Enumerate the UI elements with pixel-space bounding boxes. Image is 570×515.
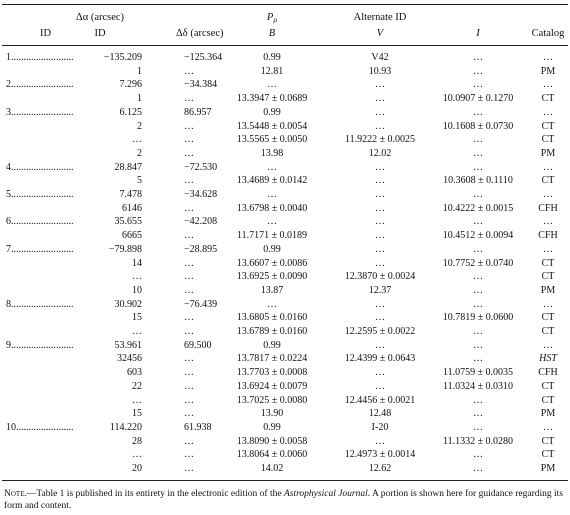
row-v-magnitude: 12.4456 ± 0.0021	[344, 394, 416, 406]
header-i: I	[476, 28, 480, 39]
row-delta-delta: …	[184, 463, 194, 474]
row-catalog: CFH	[538, 230, 558, 242]
row-b-magnitude: …	[267, 216, 277, 228]
row-b-magnitude: …	[267, 298, 277, 310]
row-delta-alpha: 603	[127, 367, 142, 379]
note-label: Note.	[4, 489, 27, 499]
bottom-rule	[2, 480, 568, 481]
row-i-magnitude: …	[473, 65, 483, 77]
note-text-before: —Table 1 is published in its entirety in the electronic edition of the	[26, 489, 284, 499]
row-catalog: CT	[541, 134, 555, 146]
row-b-magnitude: 0.99	[263, 243, 281, 255]
row-delta-delta: …	[184, 449, 194, 461]
row-catalog: CT	[541, 449, 555, 461]
row-b-magnitude: 13.6925 ± 0.0090	[236, 271, 308, 283]
row-delta-alpha: 20	[132, 463, 142, 474]
row-v-magnitude: 12.02	[368, 147, 392, 159]
row-v-magnitude: 12.3870 ± 0.0024	[344, 271, 416, 283]
row-i-magnitude: …	[473, 161, 483, 173]
table-row	[0, 395, 570, 407]
row-id: 2.........................	[6, 79, 74, 91]
table-row	[0, 381, 570, 393]
row-v-magnitude: 10.93	[368, 65, 392, 77]
row-v-magnitude: 12.4973 ± 0.0014	[344, 449, 416, 461]
row-catalog: …	[543, 243, 553, 255]
row-delta-alpha: 53.961	[114, 339, 142, 351]
row-v-magnitude: …	[375, 257, 385, 269]
row-delta-delta: −42.208	[184, 216, 218, 228]
table-row	[0, 52, 570, 64]
row-delta-alpha: 7.478	[119, 189, 142, 200]
row-b-magnitude: 0.99	[263, 339, 281, 351]
note-journal: Astrophysical Journal	[283, 489, 368, 499]
table-row	[0, 353, 570, 365]
row-delta-delta: −72.530	[184, 161, 218, 173]
row-v-magnitude: …	[375, 120, 385, 132]
row-delta-alpha: 15	[132, 408, 142, 420]
row-v-magnitude: …	[375, 216, 385, 228]
row-delta-delta: 86.957	[184, 106, 212, 118]
row-catalog: CT	[541, 175, 555, 187]
row-v-magnitude: …	[375, 79, 385, 91]
row-delta-delta: −76.439	[184, 298, 218, 310]
row-delta-delta: …	[184, 312, 194, 324]
row-i-magnitude: …	[473, 79, 483, 91]
row-b-magnitude: 13.6805 ± 0.0160	[236, 312, 308, 324]
row-v-magnitude: 11.9222 ± 0.0025	[344, 134, 416, 146]
row-delta-delta: …	[184, 257, 194, 269]
row-i-magnitude: …	[473, 339, 483, 351]
row-delta-alpha: 6665	[122, 230, 142, 242]
row-catalog: …	[543, 106, 553, 118]
row-v-magnitude: …	[375, 106, 385, 118]
row-delta-delta: …	[184, 380, 194, 392]
row-i-magnitude: …	[473, 326, 483, 337]
row-i-magnitude: …	[473, 394, 483, 406]
row-v-magnitude: 12.2595 ± 0.0022	[344, 326, 416, 337]
row-catalog: CT	[541, 394, 555, 406]
row-b-magnitude: 13.90	[260, 408, 284, 420]
header-v: V	[376, 28, 384, 39]
row-b-magnitude: 13.5448 ± 0.0054	[236, 120, 308, 132]
row-delta-alpha: 28.847	[114, 161, 142, 173]
row-i-magnitude: 10.4512 ± 0.0094	[442, 230, 514, 242]
row-catalog: PM	[540, 463, 556, 474]
row-catalog: CT	[541, 93, 555, 105]
row-i-magnitude: 10.3608 ± 0.1110	[443, 175, 513, 187]
table-row	[0, 244, 570, 256]
row-i-magnitude: …	[473, 463, 483, 474]
table-row	[0, 230, 570, 242]
row-delta-alpha: 30.902	[114, 298, 142, 310]
row-i-magnitude: …	[473, 421, 483, 433]
row-delta-alpha: 6.125	[119, 106, 142, 118]
table-row	[0, 408, 570, 420]
header-delta-alpha: Δα (arcsec)	[75, 12, 125, 23]
row-i-magnitude: …	[473, 216, 483, 228]
row-catalog: CT	[541, 326, 555, 337]
row-delta-delta: 61.938	[184, 421, 212, 433]
row-delta-alpha: −135.209	[103, 52, 142, 63]
row-delta-delta: …	[184, 175, 194, 187]
table-row	[0, 340, 570, 352]
row-catalog: CT	[541, 257, 555, 269]
header-delta-delta: Δδ (arcsec)	[176, 28, 224, 39]
table-row	[0, 271, 570, 283]
row-i-magnitude: 11.0759 ± 0.0035	[442, 367, 514, 379]
header-alternate-id: Alternate ID	[353, 12, 407, 23]
row-b-magnitude: …	[267, 79, 277, 91]
row-i-magnitude: …	[473, 284, 483, 296]
row-delta-alpha: 1	[137, 65, 142, 77]
row-i-magnitude: 11.0324 ± 0.0310	[442, 380, 514, 392]
table-row	[0, 107, 570, 119]
table-row	[0, 326, 570, 338]
row-v-magnitude: …	[375, 202, 385, 214]
header-rule	[2, 45, 568, 46]
row-catalog: PM	[540, 408, 556, 420]
row-v-magnitude: …	[375, 367, 385, 379]
row-delta-delta: …	[184, 120, 194, 132]
row-catalog: CT	[541, 271, 555, 283]
row-i-magnitude: …	[473, 243, 483, 255]
row-id: 3.........................	[6, 106, 74, 118]
row-v-magnitude: …	[375, 243, 385, 255]
table-row	[0, 449, 570, 461]
row-b-magnitude: 13.7025 ± 0.0080	[236, 394, 308, 406]
row-i-magnitude: …	[473, 298, 483, 310]
row-catalog: …	[543, 189, 553, 200]
table-row	[0, 203, 570, 215]
row-delta-alpha: 15	[132, 312, 142, 324]
row-delta-alpha: …	[132, 449, 142, 461]
table-note	[4, 488, 566, 512]
row-i-magnitude: …	[473, 408, 483, 420]
row-catalog: …	[543, 339, 553, 351]
row-b-magnitude: 0.99	[263, 52, 281, 63]
table-row	[0, 436, 570, 448]
row-catalog: …	[543, 298, 553, 310]
top-rule	[2, 4, 568, 5]
row-delta-delta: …	[184, 326, 194, 337]
row-delta-alpha: 35.655	[114, 216, 142, 228]
row-catalog: CFH	[538, 367, 558, 379]
row-delta-alpha: 14	[132, 257, 142, 269]
row-delta-alpha: 28	[132, 435, 142, 447]
row-catalog: PM	[540, 147, 556, 159]
row-b-magnitude: 13.98	[260, 147, 284, 159]
row-delta-alpha: 10	[132, 284, 142, 296]
row-delta-alpha: 5	[137, 175, 142, 187]
row-b-magnitude: …	[267, 189, 277, 200]
row-catalog: …	[543, 161, 553, 173]
row-i-magnitude: …	[473, 52, 483, 63]
row-id: 7.........................	[6, 243, 74, 255]
table-row	[0, 299, 570, 311]
row-b-magnitude: 13.7817 ± 0.0224	[236, 353, 308, 365]
row-catalog: …	[543, 52, 553, 63]
row-b-magnitude: 13.6607 ± 0.0086	[236, 257, 308, 269]
row-b-magnitude: 13.3947 ± 0.0689	[236, 93, 308, 105]
row-b-magnitude: 13.5565 ± 0.0050	[236, 134, 308, 146]
row-catalog: CT	[541, 435, 555, 447]
row-id: 4.........................	[6, 161, 74, 173]
header-pm-probability	[267, 12, 277, 26]
row-delta-delta: −28.895	[184, 243, 218, 255]
row-i-magnitude: 10.0907 ± 0.1270	[442, 93, 514, 105]
row-v-magnitude: …	[375, 175, 385, 187]
header-catalog: Catalog	[531, 28, 565, 39]
row-delta-alpha: 7.296	[119, 79, 142, 91]
row-v-magnitude: 12.4399 ± 0.0643	[344, 353, 416, 365]
row-delta-delta: …	[184, 284, 194, 296]
row-delta-delta: −34.384	[184, 79, 218, 91]
row-b-magnitude: 13.7703 ± 0.0008	[236, 367, 308, 379]
row-catalog: PM	[540, 65, 556, 77]
row-delta-delta: …	[184, 408, 194, 420]
row-i-magnitude: 10.4222 ± 0.0015	[442, 202, 514, 214]
table-row	[0, 93, 570, 105]
row-v-magnitude: …	[375, 435, 385, 447]
row-delta-alpha: 1	[137, 93, 142, 105]
row-catalog: CFH	[538, 202, 558, 214]
header-pm-subscript: μ	[273, 15, 278, 24]
row-v-magnitude: …	[375, 312, 385, 324]
row-delta-alpha: …	[132, 271, 142, 283]
row-delta-alpha: 6146	[122, 202, 142, 214]
row-v-magnitude: …	[375, 93, 385, 105]
row-b-magnitude: 0.99	[263, 106, 281, 118]
row-i-magnitude: …	[473, 147, 483, 159]
row-b-magnitude: 0.99	[263, 421, 281, 433]
row-i-magnitude: …	[473, 106, 483, 118]
row-i-magnitude: …	[473, 134, 483, 146]
row-v-magnitude: …	[375, 161, 385, 173]
row-v-magnitude: …	[375, 339, 385, 351]
row-delta-alpha: 114.220	[109, 421, 142, 433]
row-catalog: CT	[541, 120, 555, 132]
row-b-magnitude: 13.87	[260, 284, 284, 296]
row-id: 1.........................	[6, 52, 74, 63]
row-catalog: CT	[541, 380, 555, 392]
row-i-magnitude: 10.1608 ± 0.0730	[442, 120, 514, 132]
row-delta-alpha: 22	[132, 380, 142, 392]
row-i-magnitude: 10.7819 ± 0.0600	[442, 312, 514, 324]
row-i-magnitude: …	[473, 271, 483, 283]
row-delta-delta: …	[184, 202, 194, 214]
row-delta-alpha: 2	[137, 147, 142, 159]
table-row	[0, 134, 570, 146]
row-delta-delta: 69.500	[184, 339, 212, 351]
row-b-magnitude: 13.6924 ± 0.0079	[236, 380, 308, 392]
row-b-magnitude: 13.4689 ± 0.0142	[236, 175, 308, 187]
row-v-magnitude: 12.37	[368, 284, 392, 296]
row-i-magnitude: 11.1332 ± 0.0280	[442, 435, 514, 447]
row-catalog: HST	[539, 353, 557, 365]
table-row	[0, 148, 570, 160]
row-v-magnitude: 12.62	[368, 463, 392, 474]
table-row	[0, 367, 570, 379]
row-delta-alpha: 32456	[117, 353, 142, 365]
row-delta-alpha: …	[132, 134, 142, 146]
row-b-magnitude: …	[267, 161, 277, 173]
row-delta-delta: …	[184, 367, 194, 379]
row-id: 9.........................	[6, 339, 74, 351]
row-delta-alpha: 2	[137, 120, 142, 132]
header-b: B	[268, 28, 276, 39]
row-id: 10.......................	[6, 421, 74, 433]
row-i-magnitude: …	[473, 449, 483, 461]
header-delta-alpha-id: ID	[94, 28, 106, 39]
row-v-magnitude: I-20	[371, 421, 389, 433]
row-id: 5.........................	[6, 189, 74, 200]
row-b-magnitude: 12.81	[260, 65, 284, 77]
row-b-magnitude: 13.6798 ± 0.0040	[236, 202, 308, 214]
row-delta-delta: …	[184, 93, 194, 105]
table-row	[0, 79, 570, 91]
row-v-magnitude: …	[375, 230, 385, 242]
row-catalog: …	[543, 421, 553, 433]
row-delta-delta: …	[184, 353, 194, 365]
row-b-magnitude: 13.8090 ± 0.0058	[236, 435, 308, 447]
table-row	[0, 66, 570, 78]
row-delta-delta: −125.364	[184, 52, 223, 63]
header-id: ID	[40, 28, 52, 39]
row-i-magnitude: …	[473, 353, 483, 365]
row-b-magnitude: 14.02	[260, 463, 284, 474]
row-catalog: PM	[540, 284, 556, 296]
row-v-magnitude: …	[375, 189, 385, 200]
row-delta-delta: …	[184, 271, 194, 283]
row-delta-delta: …	[184, 134, 194, 146]
row-delta-delta: …	[184, 435, 194, 447]
row-i-magnitude: …	[473, 189, 483, 200]
row-delta-alpha: …	[132, 394, 142, 406]
row-id: 8.........................	[6, 298, 74, 310]
row-catalog: …	[543, 79, 553, 91]
row-delta-alpha: −79.898	[108, 243, 142, 255]
table-row	[0, 258, 570, 270]
table-row	[0, 121, 570, 133]
row-delta-delta: …	[184, 230, 194, 242]
row-delta-alpha: …	[132, 326, 142, 337]
row-v-magnitude: V42	[371, 52, 389, 63]
row-v-magnitude: …	[375, 298, 385, 310]
row-delta-delta: …	[184, 147, 194, 159]
table-row	[0, 285, 570, 297]
table-row	[0, 422, 570, 434]
row-i-magnitude: 10.7752 ± 0.0740	[442, 257, 514, 269]
row-v-magnitude: …	[375, 380, 385, 392]
row-b-magnitude: 11.7171 ± 0.0189	[236, 230, 308, 242]
row-catalog: CT	[541, 312, 555, 324]
row-delta-delta: …	[184, 65, 194, 77]
row-b-magnitude: 13.8064 ± 0.0060	[236, 449, 308, 461]
table-row	[0, 312, 570, 324]
row-delta-delta: −34.628	[184, 189, 218, 200]
row-delta-delta: …	[184, 394, 194, 406]
table-row	[0, 162, 570, 174]
note-text-after: . A portion is shown here for guidance regarding its form and content.	[4, 489, 564, 511]
header-pm-letter: P	[266, 12, 274, 23]
table-row	[0, 175, 570, 187]
row-catalog: …	[543, 216, 553, 228]
row-id: 6.........................	[6, 216, 74, 228]
table-row	[0, 189, 570, 201]
row-v-magnitude: 12.48	[368, 408, 392, 420]
row-b-magnitude: 13.6789 ± 0.0160	[236, 326, 308, 337]
table-row	[0, 463, 570, 475]
table-row	[0, 216, 570, 228]
